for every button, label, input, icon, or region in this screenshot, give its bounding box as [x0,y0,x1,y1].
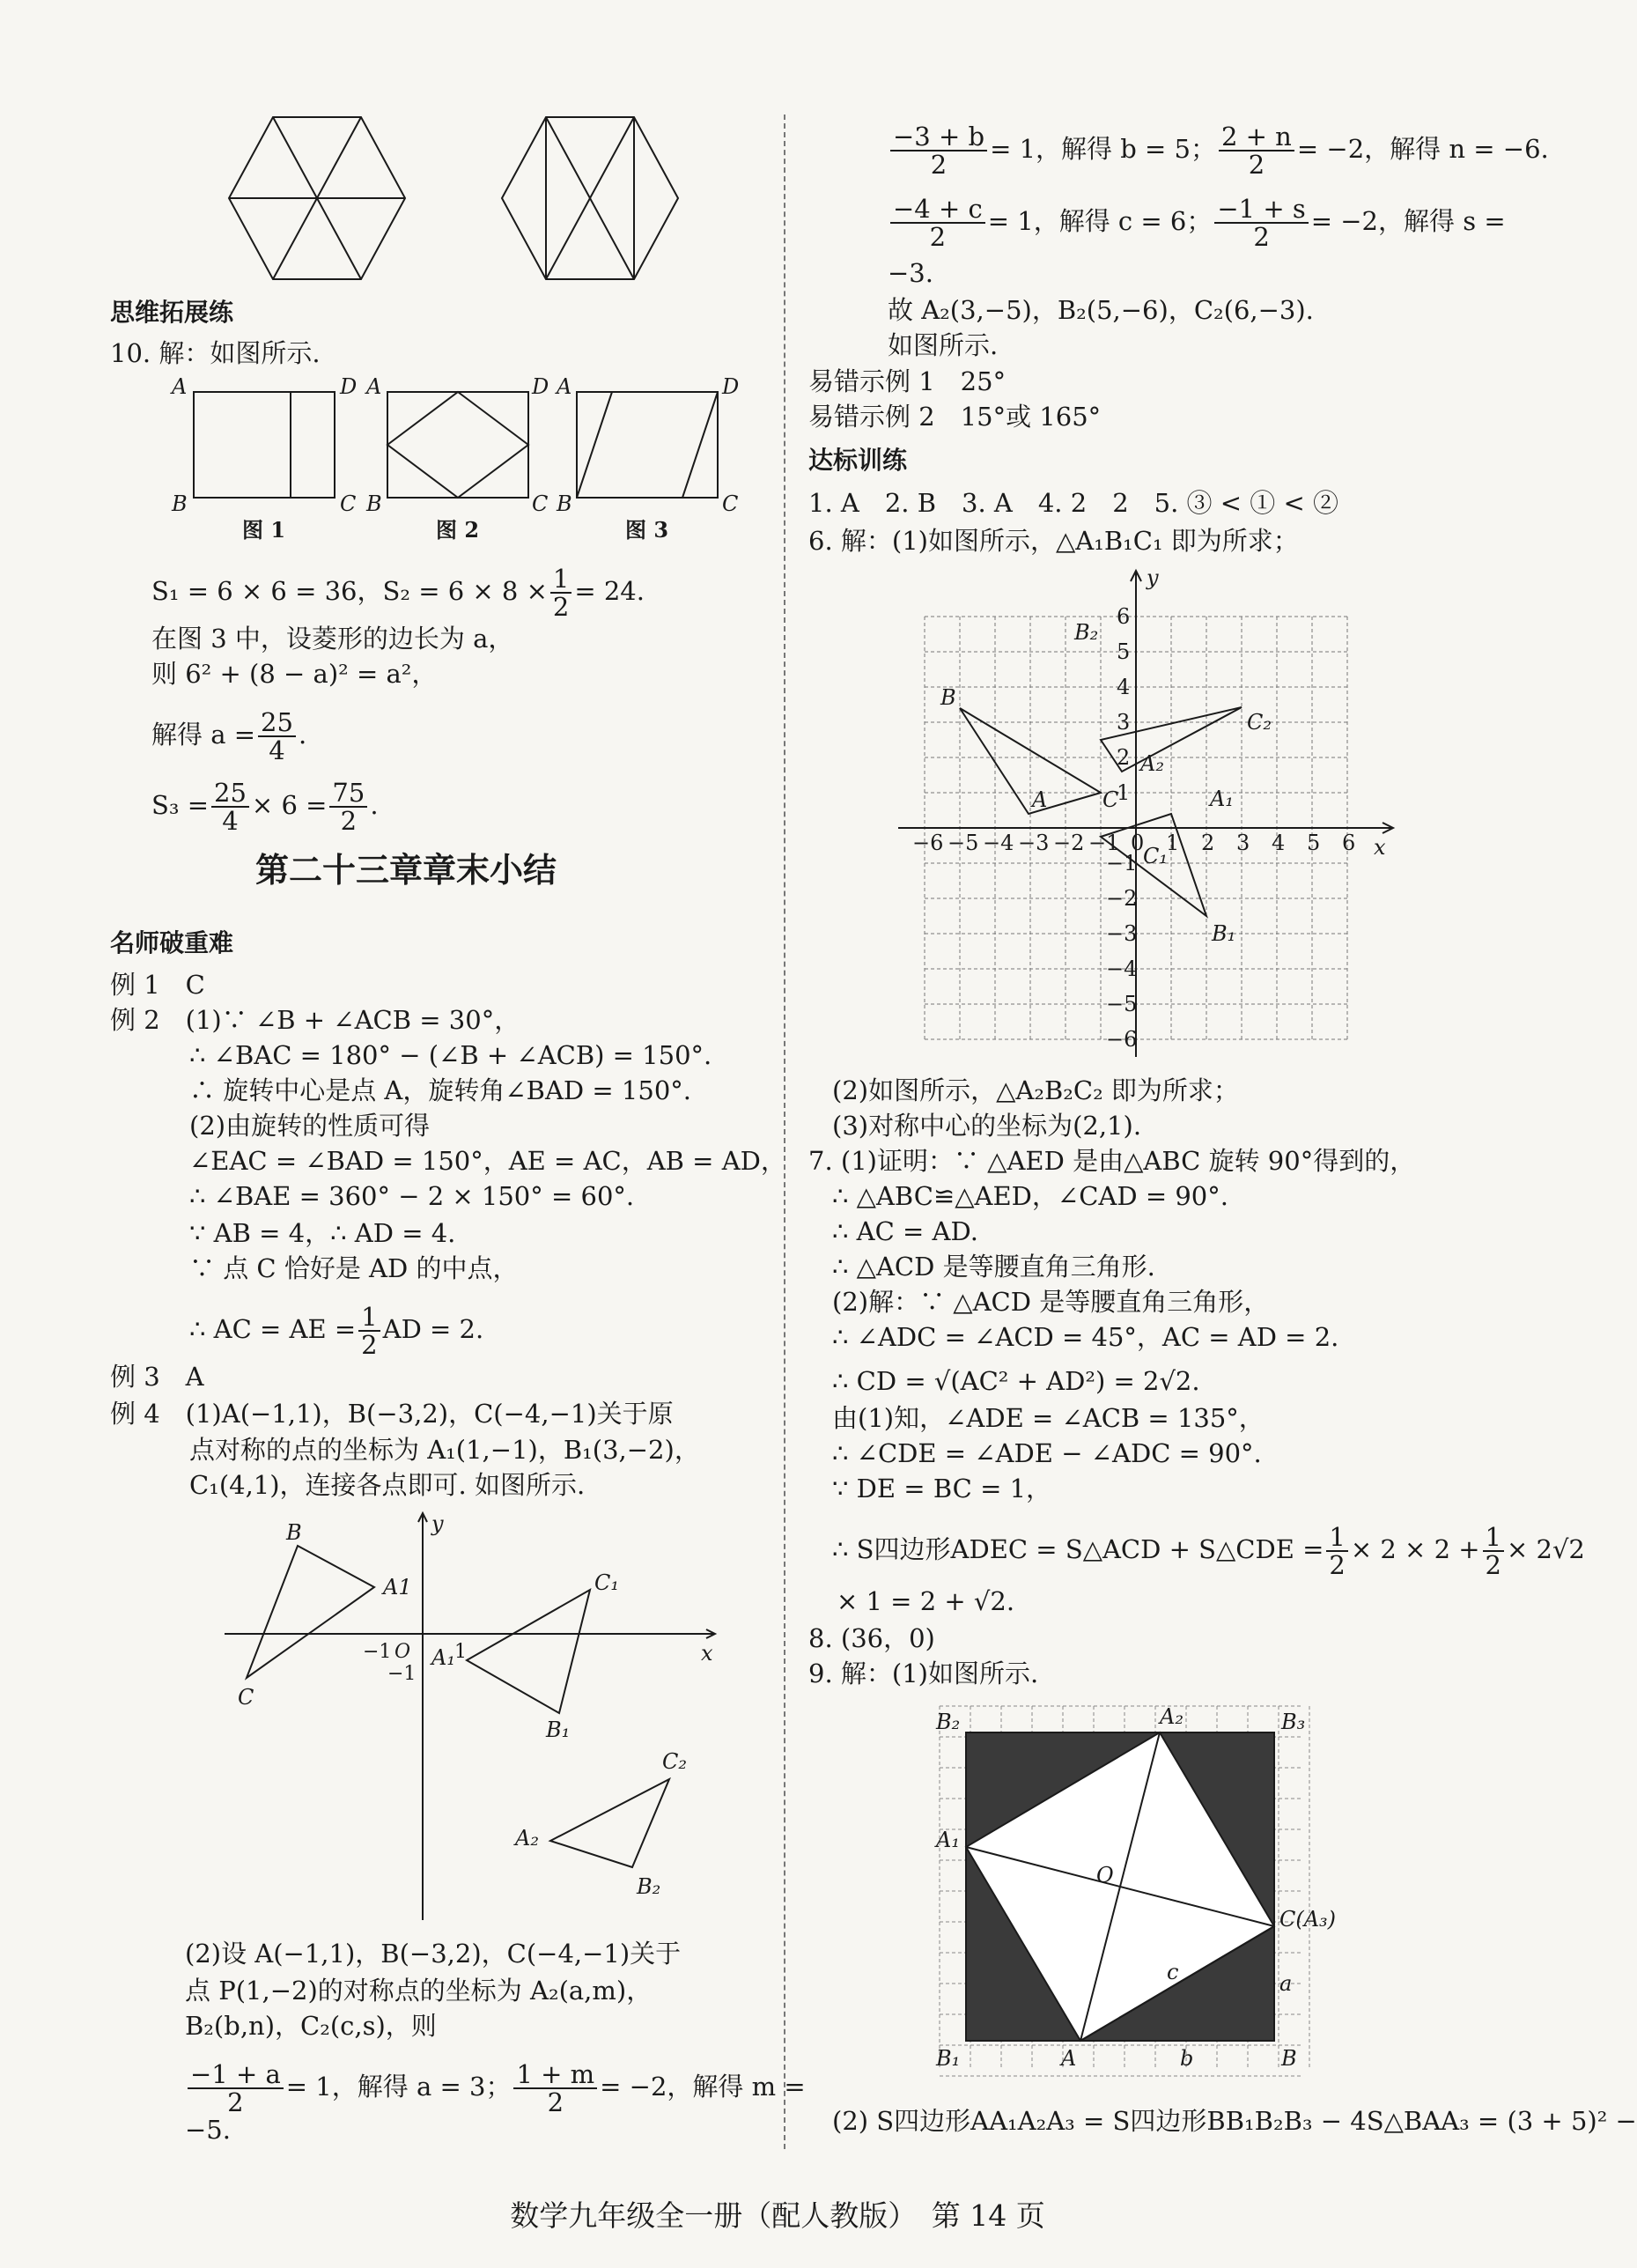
q7-line7: ∴ CD = √(AC² + AD²) = 2√2. [832,1366,1200,1396]
r-line2: $\frac{-4 + c}{2}$ = 1，解得 c = 6； $\frac{-1 + s}{2}$ = −2，解得 s = [888,196,1506,250]
answers-1-5: 1. A 2. B 3. A 4. 2 2 5. ③ < ① < ② [808,488,1339,518]
fig3-label-A: A [557,374,572,399]
q7-line5: (2)解：∵ △ACD 是等腰直角三角形， [832,1287,1270,1317]
q6-line1: 6. 解：(1)如图所示，△A₁B₁C₁ 即为所求； [808,526,1299,556]
ex2-line7: ∵ AB = 4，∴ AD = 4. [189,1218,456,1248]
ex4-line6: B₂(b,n)，C₂(c,s)，则 [185,2011,437,2041]
ex2-line3: ∴ 旋转中心是点 A，旋转角∠BAD = 150°. [189,1075,691,1105]
r-line1: $\frac{-3 + b}{2}$ = 1，解得 b = 5； $\frac{2 + n}{2}$ = −2，解得 n = −6. [888,123,1549,178]
ex4-label-C2: C₂ [662,1749,687,1774]
q6-line2: (2)如图所示，△A₂B₂C₂ 即为所求； [832,1075,1239,1105]
q6-xtick: 6 [1342,831,1356,855]
ex4-line8: −5. [185,2115,231,2145]
hexagon-figures [220,110,678,295]
q6-xtick: 1 [1166,831,1180,855]
fig2-label-B: B [366,491,382,516]
ex4-line2: 点对称的点的坐标为 A₁(1,−1)，B₁(3,−2)， [189,1435,700,1465]
fig3-caption: 图 3 [625,517,669,543]
q6-ytick: 1 [1117,780,1131,805]
q6-ytick: 6 [1117,604,1131,629]
q6-ytick: −1 [1106,851,1138,875]
fig1-caption: 图 1 [242,517,286,543]
ex4-line3: C₁(4,1)，连接各点即可. 如图所示. [189,1470,586,1500]
q9-line1: 9. 解：(1)如图所示. [808,1659,1039,1688]
ex4-tick-m1y: −1 [387,1663,417,1685]
fig1-label-B: B [172,491,188,516]
q6-xtick: −1 [1088,831,1120,855]
rectangle-figures [167,374,748,542]
ex4-line4: (2)设 A(−1,1)，B(−3,2)，C(−4,−1)关于 [185,1939,682,1969]
ex4-label-B1: B₁ [546,1718,571,1742]
ex4-origin: O [395,1641,411,1663]
q6-ytick: 5 [1117,639,1131,664]
q6-xtick: 4 [1272,831,1286,855]
ex4-label-A1s: A₁ [431,1645,455,1670]
ex2-line1: 例 2 (1)∵ ∠B + ∠ACB = 30°， [110,1005,520,1035]
q6-ytick: −6 [1106,1027,1138,1052]
q9-label-a: a [1279,1971,1293,1996]
fig2-label-C: C [532,491,549,516]
ex2-line6: ∴ ∠BAE = 360° − 2 × 150° = 60°. [189,1181,635,1211]
ex4-line7: $\frac{-1 + a}{2}$ = 1，解得 a = 3； $\frac{1 + m}{2}$ = −2，解得 m = [185,2061,806,2116]
fig3-label-B: B [557,491,572,516]
q6-axis-y: y [1147,565,1159,590]
section-title-master: 名师破重难 [110,928,234,957]
ex4-axis-y: y [431,1511,444,1536]
fig2-caption: 图 2 [436,517,480,543]
q7-line10: ∵ DE = BC = 1， [832,1474,1052,1503]
q9-label-B1: B₁ [936,2046,961,2071]
ex2-line5: ∠EAC = ∠BAD = 150°，AE = AC，AB = AD， [189,1146,786,1176]
q9-label-A1: A₁ [936,1828,960,1852]
q9-label-O: O [1096,1863,1114,1888]
ex2-line2: ∴ ∠BAC = 180° − (∠B + ∠ACB) = 150°. [189,1040,712,1070]
q6-line3: (3)对称中心的坐标为(2,1). [832,1111,1142,1141]
q9-line2: (2) S四边形AA₁A₂A₃ = S四边形BB₁B₂B₃ − 4S△BAA₃ = (3 + 5)² − [832,2106,1637,2136]
q6-ytick: 2 [1117,745,1131,770]
q9-square-figure [929,1695,1337,2083]
ex4-label-A1: A1 [383,1575,412,1599]
q6-axis-x: x [1374,835,1386,860]
fig2-label-D: D [532,374,549,399]
q9-label-c: c [1167,1960,1179,1984]
q9-label-A2: A₂ [1160,1704,1184,1729]
fig1-label-C: C [340,491,357,516]
q6-xtick: −5 [948,831,979,855]
fig2-label-A: A [366,374,382,399]
section-title-standard: 达标训练 [808,446,908,475]
q6-xtick: −3 [1018,831,1050,855]
ex4-tick-m1x: −1 [363,1641,392,1663]
fig1-label-A: A [172,374,188,399]
q9-label-b: b [1180,2046,1194,2071]
error-example-2: 易错示例 2 15°或 165° [808,402,1102,432]
q6-label-C: C [1102,787,1119,812]
q6-label-B: B [940,685,956,710]
r-line3: −3. [888,258,933,288]
ex4-label-A2: A₂ [515,1826,539,1851]
q6-xtick: −2 [1053,831,1085,855]
section-title-thinking: 思维拓展练 [110,298,234,327]
q7-line6: ∴ ∠ADC = ∠ACD = 45°，AC = AD = 2. [832,1322,1339,1352]
ex3: 例 3 A [110,1362,204,1392]
q6-xtick: 2 [1201,831,1215,855]
q6-ytick: 3 [1117,710,1131,735]
fig1-label-D: D [340,374,358,399]
q7-line1: 7. (1)证明：∵ △AED 是由△ABC 旋转 90°得到的， [808,1146,1416,1176]
q7-line9: ∴ ∠CDE = ∠ADE − ∠ADC = 90°. [832,1438,1262,1468]
chapter-title: 第二十三章章末小结 [255,851,557,890]
fig3-line2: 则 6² + (8 − a)² = a²， [151,659,438,689]
q7-line8: 由(1)知，∠ADE = ∠ACB = 135°， [832,1403,1265,1433]
q7-line3: ∴ AC = AD. [832,1216,978,1246]
ex2-line8: ∵ 点 C 恰好是 AD 的中点， [189,1253,519,1283]
q6-xtick: 3 [1236,831,1250,855]
ex4-label-C1: C₁ [594,1570,619,1595]
q6-grid-graph [898,564,1400,1061]
q6-ytick: −4 [1106,957,1138,981]
q9-label-A: A [1061,2046,1077,2071]
r-line4: 故 A₂(3,−5)，B₂(5,−6)，C₂(6,−3). [888,295,1314,325]
q6-xtick: 5 [1307,831,1321,855]
ex4-label-B: B [286,1520,302,1545]
q6-label-A1: A₁ [1210,787,1234,811]
q6-label-C1: C₁ [1143,844,1168,868]
q9-label-B3: B₃ [1281,1710,1306,1734]
q6-ytick: −3 [1106,921,1138,946]
error-example-1: 易错示例 1 25° [808,366,1007,396]
s3-formula: S₃ = $\frac{25}{4}$ × 6 = $\frac{75}{2}$ . [151,778,379,836]
ex2-line9: ∴ AC = AE = $\frac{1}{2}$ AD = 2. [189,1302,484,1360]
ex4-line1: 例 4 (1)A(−1,1)，B(−3,2)，C(−4,−1)关于原 [110,1399,674,1429]
s1s2-formula: S₁ = 6 × 6 = 36，S₂ = 6 × 8 × $\frac{1}{2}$ = 24. [151,564,645,622]
q6-ytick: 4 [1117,675,1131,699]
fig3-label-D: D [722,374,740,399]
q10-intro: 10. 解：如图所示. [110,338,321,368]
ex4-coordinate-graph [211,1506,731,1920]
ex4-line5: 点 P(1,−2)的对称点的坐标为 A₂(a,m)， [185,1976,653,2006]
ex2-line4: (2)由旋转的性质可得 [189,1111,431,1141]
page-footer: 数学九年级全一册（配人教版） 第 14 页 [510,2198,1045,2233]
q6-xtick: −4 [983,831,1014,855]
q7-line12: × 1 = 2 + √2. [837,1586,1015,1616]
q6-xtick: 0 [1131,831,1145,855]
q9-label-B: B [1281,2046,1297,2071]
solve-a: 解得 a = $\frac{25}{4}$ . [151,707,307,765]
q7-line4: ∴ △ACD 是等腰直角三角形. [832,1252,1155,1282]
q6-ytick: −5 [1106,992,1138,1016]
q6-label-B1: B₁ [1212,921,1236,946]
ex1: 例 1 C [110,970,205,1000]
column-divider [784,115,785,2149]
q6-label-B2: B₂ [1074,620,1099,645]
q6-label-A2: A₂ [1140,751,1164,776]
r-line5: 如图所示. [888,330,999,360]
q9-label-C: C(A₃) [1279,1907,1337,1932]
ex4-label-B2: B₂ [637,1874,661,1899]
ex4-tick-1: 1 [454,1641,467,1663]
q8: 8. (36，0) [808,1623,935,1653]
fig3-label-C: C [722,491,739,516]
ex4-axis-x: x [701,1641,713,1666]
q6-xtick: −6 [912,831,944,855]
q7-line11: ∴ S四边形ADEC = S△ACD + S△CDE = $\frac{1}{2}$ × 2 × 2 + $\frac{1}{2}$ × 2√2 [832,1522,1585,1580]
q7-line2: ∴ △ABC≌△AED，∠CAD = 90°. [832,1181,1228,1211]
q9-label-B2: B₂ [936,1710,961,1734]
q6-label-A: A [1032,787,1048,812]
fig3-line1: 在图 3 中，设菱形的边长为 a， [151,624,514,654]
ex4-label-C: C [238,1685,254,1710]
q6-label-C2: C₂ [1247,710,1272,735]
q6-ytick: −2 [1106,886,1138,911]
